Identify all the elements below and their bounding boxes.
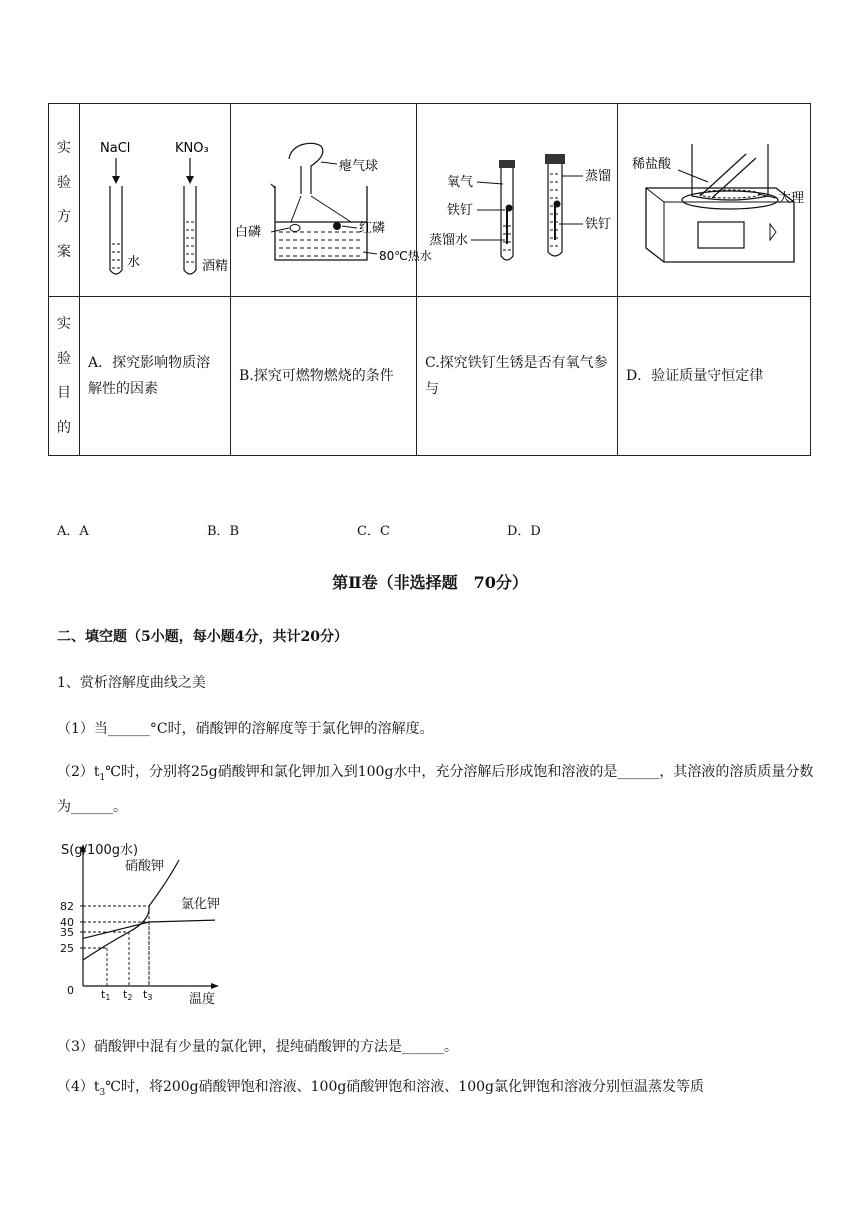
goal-cell-b: B.探究可燃物燃烧的条件 bbox=[231, 297, 417, 456]
plan-cell-b bbox=[231, 104, 432, 297]
row-head-char: 目 bbox=[57, 385, 71, 402]
question-1-part-2 bbox=[57, 758, 817, 822]
white-phosphorus-icon bbox=[290, 225, 300, 232]
y-axis-label: S(g/100g水) bbox=[61, 843, 139, 858]
oxygen-label: 氧气 bbox=[447, 175, 474, 190]
plan-cell-d bbox=[618, 104, 811, 297]
acid-label: 稀盐酸 bbox=[632, 157, 672, 172]
solubility-chart bbox=[55, 836, 235, 1008]
row-head-char: 实 bbox=[57, 140, 71, 156]
series-kno3-line bbox=[83, 860, 179, 960]
q1-4-text: ℃时，将200g硝酸钾饱和溶液、100g硝酸钾饱和溶液、100g氯化钾饱和溶液分别恒温蒸发等质 bbox=[105, 1079, 704, 1095]
plan-cell-a bbox=[80, 104, 231, 297]
water-right-label: 蒸馏 bbox=[585, 169, 612, 184]
nacl-label: NaCl bbox=[100, 141, 131, 156]
alcohol-label: 酒精 bbox=[202, 259, 229, 274]
q1-2-subscript: 1 bbox=[99, 772, 106, 783]
y-tick-label: 35 bbox=[60, 926, 74, 939]
hot-water-label: 80℃热水 bbox=[379, 249, 432, 263]
q1-2-prefix: （2）t bbox=[57, 764, 100, 780]
stopper-icon bbox=[499, 160, 515, 168]
goal-row-head bbox=[49, 297, 80, 456]
balance-icon bbox=[646, 188, 794, 262]
y-tick-label: 82 bbox=[60, 900, 74, 913]
q1-4-prefix: （4）t bbox=[57, 1079, 100, 1095]
rusting-tubes-figure bbox=[417, 104, 618, 292]
x-axis-label: 温度 bbox=[189, 992, 216, 1007]
row-head-char: 实 bbox=[57, 316, 71, 332]
nail-left-label: 铁钉 bbox=[447, 203, 474, 218]
kno3-label: KNO₃ bbox=[175, 141, 209, 156]
section-title: 第Ⅱ卷（非选择题 70分） bbox=[332, 573, 528, 592]
option-d[interactable]: D．D bbox=[507, 524, 541, 539]
plan-cell-c bbox=[417, 104, 618, 297]
goal-cell-a: A．探究影响物质溶解性的因素 bbox=[80, 297, 231, 456]
stopper-icon bbox=[545, 154, 565, 164]
option-a[interactable]: A．A bbox=[57, 524, 89, 539]
water-label: 水 bbox=[127, 255, 141, 270]
section-subtitle: 二、填空题（5小题，每小题4分，共计20分） bbox=[57, 629, 348, 645]
series-kcl-label: 氯化钾 bbox=[181, 897, 221, 912]
iron-nail-icon bbox=[506, 205, 513, 212]
red-phosphorus-icon bbox=[333, 222, 341, 230]
origin-label: 0 bbox=[67, 984, 74, 997]
balloon-icon bbox=[289, 143, 323, 194]
question-1-part-3: （3）硝酸钾中混有少量的氯化钾，提纯硝酸钾的方法是______。 bbox=[57, 1039, 458, 1055]
row-head-char: 验 bbox=[57, 174, 71, 191]
plan-row bbox=[49, 104, 811, 297]
row-head-char: 的 bbox=[57, 419, 71, 436]
goal-cell-d: D．验证质量守恒定律 bbox=[618, 297, 811, 456]
series-kno3-label: 硝酸钾 bbox=[125, 859, 165, 874]
white-phosphorus-label: 白磷 bbox=[235, 225, 262, 240]
option-c[interactable]: C．C bbox=[357, 524, 390, 539]
nail-right-label: 铁钉 bbox=[585, 217, 612, 232]
row-head-char: 方 bbox=[57, 209, 71, 226]
marble-label: 大理 bbox=[778, 191, 805, 206]
combustion-figure bbox=[231, 104, 432, 292]
q1-4-subscript: 3 bbox=[99, 1087, 106, 1098]
x-tick-label: t3 bbox=[143, 988, 153, 1002]
red-phosphorus-label: 红磷 bbox=[359, 221, 386, 236]
mass-conservation-figure bbox=[618, 104, 811, 292]
experiment-table bbox=[48, 103, 811, 456]
q1-2-text: ℃时，分别将25g硝酸钾和氯化钾加入到100g水中，充分溶解后形成饱和溶液的是______，其溶液的溶质质量分数为______。 bbox=[57, 764, 814, 815]
question-1-part-1: （1）当______°C时，硝酸钾的溶解度等于氯化钾的溶解度。 bbox=[57, 721, 434, 737]
goal-row bbox=[49, 297, 811, 456]
question-1-part-4 bbox=[57, 1076, 704, 1098]
beaker-icon bbox=[275, 186, 367, 260]
y-tick-label: 40 bbox=[60, 916, 74, 929]
balance-display bbox=[698, 222, 744, 248]
balloon-label: 瘪气球 bbox=[339, 159, 379, 174]
plan-row-head bbox=[49, 104, 80, 297]
x-tick-label: t1 bbox=[101, 988, 111, 1002]
beaker-icon bbox=[692, 144, 768, 200]
iron-nail-icon bbox=[554, 201, 561, 208]
test-tube-1 bbox=[110, 186, 122, 274]
row-head-char: 案 bbox=[57, 243, 71, 260]
goal-cell-c: C.探究铁钉生锈是否有氧气参与 bbox=[417, 297, 618, 456]
question-1-title: 1、赏析溶解度曲线之美 bbox=[57, 675, 206, 691]
x-tick-label: t2 bbox=[123, 988, 133, 1002]
option-b[interactable]: B．B bbox=[207, 524, 240, 539]
y-tick-label: 25 bbox=[60, 942, 74, 955]
x-axis-arrow bbox=[211, 983, 219, 989]
row-head-char: 验 bbox=[57, 350, 71, 367]
test-tube-2 bbox=[184, 186, 196, 274]
water-left-label: 蒸馏水 bbox=[429, 233, 469, 248]
solubility-tubes-figure bbox=[80, 104, 230, 292]
